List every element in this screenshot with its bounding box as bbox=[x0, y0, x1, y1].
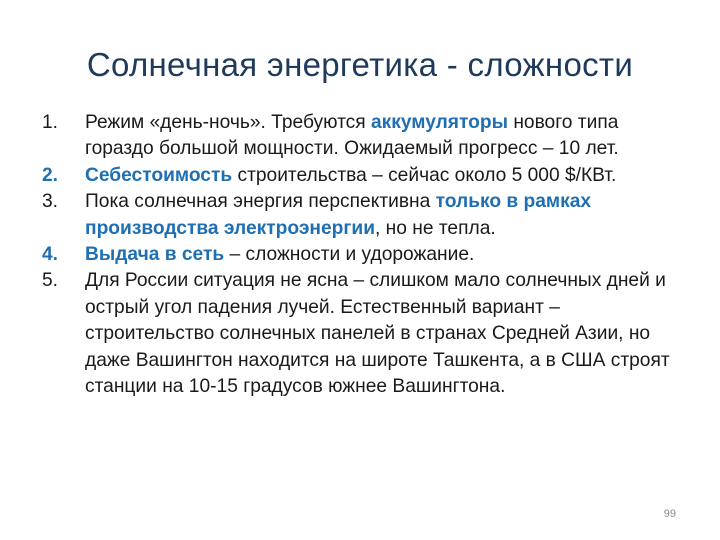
list-item-number: 1. bbox=[42, 112, 59, 133]
list-item-number: 4. bbox=[42, 244, 59, 266]
list-item bbox=[42, 163, 692, 189]
highlight-text: Выдача в сеть bbox=[85, 244, 225, 266]
list-item-number: 5. bbox=[42, 270, 59, 292]
list-item-number: 3. bbox=[42, 191, 59, 213]
list-item-text: Пока солнечная энергия перспективна bbox=[85, 191, 436, 213]
numbered-list bbox=[42, 110, 692, 400]
list-item bbox=[42, 242, 692, 268]
slide-title: Солнечная энергетика - сложности bbox=[86, 46, 634, 83]
list-item-text: строительства – сейчас около 5 000 $/КВт. bbox=[232, 164, 617, 186]
list-item-text: нового типа гораздо большой мощности. Ожидаемый прогресс – 10 лет. bbox=[85, 112, 619, 160]
list-item-text: – сложности и удорожание. bbox=[224, 244, 475, 266]
highlight-text: аккумуляторы bbox=[370, 112, 508, 133]
list-item-text: , но не тепла. bbox=[375, 217, 496, 239]
list-item bbox=[42, 268, 692, 400]
highlight-text: Себестоимость bbox=[85, 164, 233, 186]
list-item-text: Режим «день-ночь». Требуются bbox=[85, 112, 371, 133]
list-item bbox=[42, 189, 692, 242]
page-number: 99 bbox=[663, 508, 676, 520]
list-item-number: 2. bbox=[42, 164, 59, 186]
highlight-text: только в рамках производства электроэнергии bbox=[85, 191, 592, 239]
list-item-text: Для России ситуация не ясна – слишком мало солнечных дней и острый угол падения лучей. Естественный вариант – строительство солнечных панелей в странах Средней Азии, но даже Вашингтон находится на широте Ташкента, а в США строят станции на 10-15 градусов южнее Вашингтона. bbox=[85, 270, 670, 398]
list-item bbox=[42, 110, 692, 163]
